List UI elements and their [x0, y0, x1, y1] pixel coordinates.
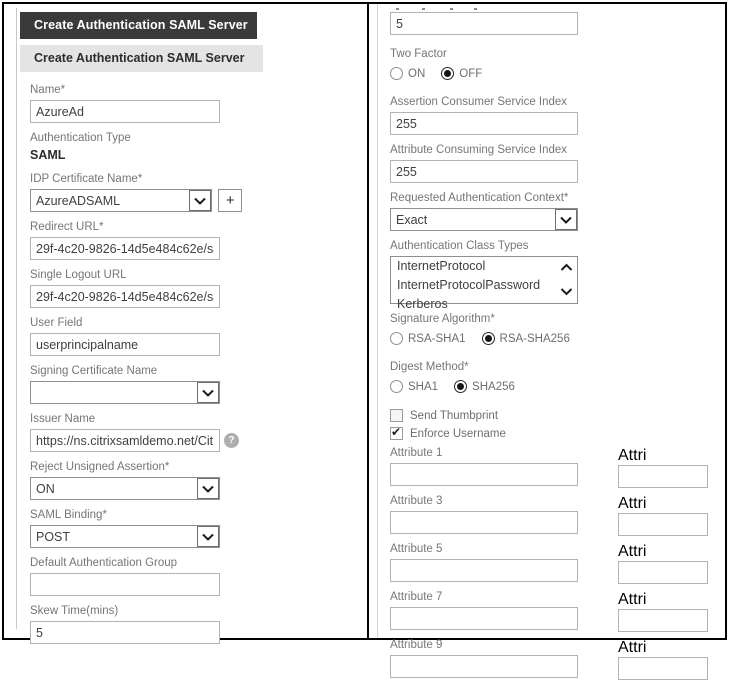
scroll-down-icon[interactable] — [560, 285, 573, 299]
attribute-5-input[interactable] — [390, 559, 578, 582]
attribute-row — [390, 543, 652, 582]
auth-class-types-listbox[interactable] — [390, 256, 578, 311]
attribute-2-clipped — [618, 447, 645, 489]
top-value-input[interactable] — [390, 12, 578, 35]
reject-unsigned-group — [30, 461, 242, 500]
attribute-10-clipped — [618, 639, 645, 681]
attribute-6-input[interactable] — [618, 561, 708, 584]
attr-consuming-index-group — [390, 144, 652, 183]
issuer-name-input[interactable] — [30, 429, 220, 452]
checkbox-group — [390, 408, 652, 441]
req-auth-context-select[interactable] — [390, 208, 578, 231]
single-logout-url-group — [30, 269, 242, 308]
attribute-4-input[interactable] — [618, 513, 708, 536]
right-panel-border-line — [377, 4, 378, 638]
req-auth-context-label: Requested Authentication Context* — [390, 192, 569, 204]
two-factor-off-radio[interactable] — [441, 67, 454, 80]
chevron-down-icon[interactable] — [197, 478, 219, 499]
sha256-radio[interactable] — [454, 380, 467, 393]
list-item[interactable]: InternetProtocolPassword — [397, 278, 541, 292]
saml-binding-selected-value: POST — [36, 529, 71, 544]
attribute-2-label: Attri — [618, 447, 647, 464]
attribute-1-label: Attribute 1 — [390, 447, 443, 459]
attribute-4-clipped — [618, 495, 645, 537]
dialog-frame — [2, 2, 727, 656]
rsa-sha1-radio[interactable] — [390, 332, 403, 345]
saml-binding-select[interactable] — [30, 525, 220, 548]
user-field-input[interactable] — [30, 333, 220, 356]
attribute-row — [390, 495, 652, 534]
dialog-subtitle-bar: Create Authentication SAML Server — [20, 45, 263, 72]
skew-time-label: Skew Time(mins) — [30, 605, 119, 617]
two-factor-on-label: ON — [408, 67, 426, 80]
redirect-url-group — [30, 221, 242, 260]
attribute-6-clipped — [618, 543, 645, 585]
attr-consuming-index-input[interactable] — [390, 160, 578, 183]
attribute-7-label: Attribute 7 — [390, 591, 443, 603]
two-factor-on-radio[interactable] — [390, 67, 403, 80]
issuer-name-group — [30, 413, 242, 452]
attribute-row — [390, 591, 652, 630]
saml-binding-group — [30, 509, 242, 548]
acs-index-group — [390, 96, 652, 135]
two-factor-group — [390, 48, 652, 81]
attr-consuming-index-label: Attribute Consuming Service Index — [390, 144, 568, 156]
right-panel — [390, 8, 652, 687]
attribute-9-label: Attribute 9 — [390, 639, 443, 651]
idp-cert-selected-value: AzureADSAML — [36, 193, 121, 208]
signing-cert-label: Signing Certificate Name — [30, 365, 158, 377]
auth-class-types-label: Authentication Class Types — [390, 240, 529, 252]
help-icon[interactable]: ? — [224, 433, 239, 448]
attribute-4-label: Attri — [618, 495, 647, 512]
chevron-down-icon[interactable] — [189, 190, 211, 211]
attribute-10-label: Attri — [618, 639, 647, 656]
attribute-10-input[interactable] — [618, 657, 708, 680]
chevron-down-icon[interactable] — [197, 382, 219, 403]
digest-method-label: Digest Method* — [390, 361, 469, 373]
attribute-5-label: Attribute 5 — [390, 543, 443, 555]
rsa-sha256-label: RSA-SHA256 — [499, 332, 570, 345]
attribute-8-clipped — [618, 591, 645, 633]
attribute-6-label: Attri — [618, 543, 647, 560]
reject-unsigned-selected-value: ON — [36, 481, 55, 496]
attribute-3-label: Attribute 3 — [390, 495, 443, 507]
panel-divider — [367, 4, 369, 638]
auth-type-group — [30, 132, 242, 163]
send-thumbprint-label: Send Thumbprint — [410, 409, 499, 422]
attribute-row — [390, 447, 652, 486]
sha1-label: SHA1 — [408, 380, 439, 393]
req-auth-context-group — [390, 192, 652, 231]
name-label: Name* — [30, 84, 66, 96]
dialog-title-bar: Create Authentication SAML Server — [20, 12, 257, 39]
default-auth-group-group — [30, 557, 242, 596]
user-field-group — [30, 317, 242, 356]
digest-method-group — [390, 361, 652, 394]
sha256-label: SHA256 — [472, 380, 515, 393]
skew-time-input[interactable] — [30, 621, 220, 644]
rsa-sha1-label: RSA-SHA1 — [408, 332, 466, 345]
name-input[interactable] — [30, 100, 220, 123]
enforce-username-label: Enforce Username — [410, 427, 506, 440]
auth-type-label: Authentication Type — [30, 132, 131, 144]
top-field-group — [390, 12, 652, 35]
redirect-url-input[interactable] — [30, 237, 220, 260]
attribute-7-input[interactable] — [390, 607, 578, 630]
add-certificate-button[interactable]: + — [218, 189, 242, 212]
idp-cert-label: IDP Certificate Name* — [30, 173, 143, 185]
saml-binding-label: SAML Binding* — [30, 509, 107, 521]
left-panel — [20, 8, 264, 653]
name-field-group — [30, 84, 242, 123]
signature-algorithm-label: Signature Algorithm* — [390, 313, 495, 325]
req-auth-context-selected-value: Exact — [396, 212, 428, 227]
two-factor-label: Two Factor — [390, 48, 447, 60]
attribute-row — [390, 639, 652, 678]
attribute-3-input[interactable] — [390, 511, 578, 534]
send-thumbprint-checkbox[interactable] — [390, 409, 403, 422]
redirect-url-label: Redirect URL* — [30, 221, 104, 233]
attribute-8-input[interactable] — [618, 609, 708, 632]
attribute-1-input[interactable] — [390, 463, 578, 486]
chevron-down-icon[interactable] — [197, 526, 219, 547]
enforce-username-checkbox[interactable] — [390, 427, 403, 440]
attribute-9-input[interactable] — [390, 655, 578, 678]
acs-index-label: Assertion Consumer Service Index — [390, 96, 568, 108]
rsa-sha256-radio[interactable] — [482, 332, 495, 345]
clipped-label-remnant — [390, 8, 652, 11]
signing-cert-group — [30, 365, 242, 404]
skew-time-group — [30, 605, 242, 644]
sha1-radio[interactable] — [390, 380, 403, 393]
scroll-up-icon[interactable] — [560, 261, 573, 275]
reject-unsigned-label: Reject Unsigned Assertion* — [30, 461, 170, 473]
acs-index-input[interactable] — [390, 112, 578, 135]
user-field-label: User Field — [30, 317, 83, 329]
attribute-8-label: Attri — [618, 591, 647, 608]
default-auth-group-label: Default Authentication Group — [30, 557, 178, 569]
chevron-down-icon[interactable] — [555, 209, 577, 230]
left-panel-border-line — [16, 8, 17, 629]
default-auth-group-input[interactable] — [30, 573, 220, 596]
idp-cert-group — [30, 173, 242, 212]
reject-unsigned-select[interactable] — [30, 477, 220, 500]
signature-algorithm-group — [390, 313, 652, 346]
attribute-2-input[interactable] — [618, 465, 708, 488]
list-item[interactable]: InternetProtocol — [397, 259, 486, 273]
single-logout-url-label: Single Logout URL — [30, 269, 127, 281]
auth-class-types-group — [390, 240, 652, 311]
idp-cert-select[interactable] — [30, 189, 212, 212]
list-item[interactable]: Kerberos — [397, 297, 448, 311]
auth-type-value: SAML — [30, 148, 66, 162]
single-logout-url-input[interactable] — [30, 285, 220, 308]
issuer-name-label: Issuer Name — [30, 413, 96, 425]
two-factor-off-label: OFF — [459, 67, 483, 80]
signing-cert-select[interactable] — [30, 381, 220, 404]
